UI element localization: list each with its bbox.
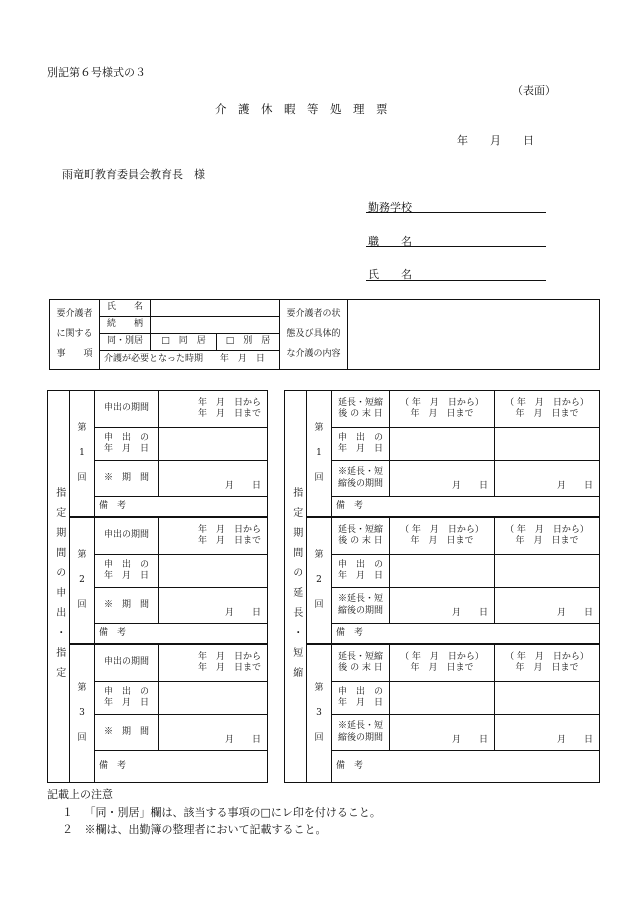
right-end-values-1b[interactable] — [495, 391, 600, 428]
right-request-date-label-1 — [332, 428, 390, 461]
right-duration-label-1b: 縮後の期間 — [337, 478, 383, 489]
right-end-label-1a: 延長・短縮 — [337, 397, 383, 408]
right-duration-label-3a: ※延長・短 — [337, 721, 383, 732]
left-remarks-label-2: 備 考 — [99, 627, 127, 638]
right-remarks-1[interactable] — [332, 497, 600, 517]
right-duration-value-2b[interactable]: 月 日 — [495, 588, 600, 624]
left-round-2-suffix: 回 — [77, 600, 87, 611]
note-item-2-num: ２ — [62, 823, 73, 836]
left-period-values-2[interactable] — [159, 518, 268, 555]
left-duration-value-1[interactable]: 月 日 — [159, 461, 268, 497]
left-round-3-suffix: 回 — [77, 733, 87, 744]
left-remarks-label-1: 備 考 — [99, 500, 127, 511]
school-underline — [366, 212, 546, 213]
name-label: 氏 名 — [368, 268, 412, 281]
right-end-from-3b: （ 年 月 日から） — [505, 651, 589, 662]
right-end-label-1b: 後 の 末 日 — [338, 409, 383, 419]
right-end-label-2a: 延長・短縮 — [337, 524, 383, 535]
right-request-date-label-3 — [332, 682, 390, 715]
right-end-from-1b: （ 年 月 日から） — [505, 397, 589, 408]
right-end-label-2 — [332, 518, 390, 555]
right-duration-label-3b: 縮後の期間 — [337, 732, 383, 743]
left-period-to-2: 年 月 日まで — [197, 536, 261, 546]
left-round-3-prefix: 第 — [77, 682, 87, 693]
left-duration-label-2: ※ 期 間 — [95, 588, 159, 624]
left-period-values-1[interactable] — [159, 391, 268, 428]
left-duration-value-3[interactable]: 月 日 — [159, 715, 268, 751]
right-remarks-3[interactable] — [332, 751, 600, 783]
left-period-label-2: 申出の期間 — [95, 518, 159, 555]
living-label: 同・別居 — [100, 334, 151, 351]
right-round-2-number: 2 — [316, 574, 322, 585]
care-target-group — [50, 300, 100, 370]
left-request-date-3a: 申 出 の — [103, 686, 149, 697]
right-end-values-1a[interactable] — [390, 391, 495, 428]
left-request-date-field-3[interactable] — [159, 682, 268, 715]
care-target-label-2: に関する — [56, 328, 93, 339]
school-label: 勤務学校 — [368, 201, 412, 214]
left-round-1-prefix: 第 — [77, 422, 87, 433]
needed-time-label: 介護が必要となった時期 — [104, 354, 204, 365]
condition-field[interactable] — [348, 300, 600, 370]
right-request-date-field-1b[interactable] — [495, 428, 600, 461]
right-round-3 — [307, 645, 332, 783]
left-remarks-3[interactable] — [95, 751, 268, 783]
left-period-to-1: 年 月 日まで — [197, 409, 261, 419]
right-vertical-title: 指定期間の延長・短縮 — [285, 391, 307, 783]
right-duration-value-3a[interactable]: 月 日 — [390, 715, 495, 751]
page-title: 介 護 休 暇 等 処 理 票 — [215, 102, 388, 116]
left-round-3-number: 3 — [79, 707, 85, 718]
care-target-table — [49, 299, 600, 370]
right-end-from-2a: （ 年 月 日から） — [400, 524, 484, 535]
note-item-2-text: ※欄は、出勤簿の整理者において記載すること。 — [84, 823, 327, 836]
right-end-values-2a[interactable] — [390, 518, 495, 555]
right-round-1-number: 1 — [316, 447, 322, 458]
right-end-to-2b: 年 月 日まで — [515, 536, 579, 546]
condition-label-2: 態及び具体的 — [286, 328, 341, 339]
left-vertical-title: 指定期間の申出・指定 — [48, 391, 70, 783]
right-end-from-2b: （ 年 月 日から） — [505, 524, 589, 535]
right-end-label-2b: 後 の 末 日 — [338, 536, 383, 546]
left-period-from-3: 年 月 日から — [197, 651, 261, 662]
post-underline — [366, 246, 546, 247]
right-round-3-suffix: 回 — [314, 733, 324, 744]
right-duration-label-1a: ※延長・短 — [337, 467, 383, 478]
right-round-3-number: 3 — [316, 707, 322, 718]
left-request-date-3b: 年 月 日 — [103, 698, 149, 708]
left-period-table — [47, 390, 268, 783]
right-request-date-field-1a[interactable] — [390, 428, 495, 461]
right-end-label-3 — [332, 645, 390, 682]
right-end-values-2b[interactable] — [495, 518, 600, 555]
right-round-1-suffix: 回 — [314, 473, 324, 484]
name-underline — [366, 280, 546, 281]
post-label: 職 名 — [368, 235, 412, 248]
right-remarks-label-3: 備 考 — [336, 760, 364, 771]
right-round-3-prefix: 第 — [314, 682, 324, 693]
left-remarks-1[interactable] — [95, 497, 268, 517]
right-request-date-field-2b[interactable] — [495, 555, 600, 588]
right-round-1-prefix: 第 — [314, 422, 324, 433]
note-item-1-num: １ — [62, 806, 73, 819]
left-request-date-1b: 年 月 日 — [103, 444, 149, 454]
relation-field[interactable] — [151, 317, 280, 334]
left-remarks-2[interactable] — [95, 624, 268, 644]
left-round-1 — [70, 391, 95, 517]
left-request-date-label-1 — [95, 428, 159, 461]
right-request-date-2a: 申 出 の — [337, 559, 383, 570]
right-round-2-suffix: 回 — [314, 600, 324, 611]
left-round-1-suffix: 回 — [77, 473, 87, 484]
left-request-date-1a: 申 出 の — [103, 432, 149, 443]
right-end-from-3a: （ 年 月 日から） — [400, 651, 484, 662]
right-request-date-2b: 年 月 日 — [337, 571, 383, 581]
right-period-table — [284, 390, 600, 783]
needed-time-value: 年 月 日 — [219, 354, 265, 365]
left-request-date-2a: 申 出 の — [103, 559, 149, 570]
living-option-apart[interactable]: □ 別 居 — [217, 334, 280, 351]
right-duration-value-3b[interactable]: 月 日 — [495, 715, 600, 751]
right-duration-label-2a: ※延長・短 — [337, 594, 383, 605]
condition-label-1: 要介護者の状 — [286, 308, 341, 319]
left-duration-label-3: ※ 期 間 — [95, 715, 159, 751]
care-target-label-3: 事 項 — [56, 349, 93, 360]
right-end-label-1 — [332, 391, 390, 428]
left-round-3 — [70, 645, 95, 783]
left-request-date-label-3 — [95, 682, 159, 715]
note-item-1 — [62, 804, 381, 820]
right-request-date-1b: 年 月 日 — [337, 444, 383, 454]
right-end-to-3a: 年 月 日まで — [410, 663, 474, 673]
right-remarks-label-2: 備 考 — [336, 627, 364, 638]
right-request-date-field-3b[interactable] — [495, 682, 600, 715]
left-request-date-label-2 — [95, 555, 159, 588]
addressee: 雨竜町教育委員会教育長 様 — [62, 168, 205, 181]
right-duration-label-1 — [332, 461, 390, 497]
right-duration-value-1b[interactable]: 月 日 — [495, 461, 600, 497]
right-duration-label-2 — [332, 588, 390, 624]
left-round-2 — [70, 518, 95, 644]
left-round-2-prefix: 第 — [77, 549, 87, 560]
care-target-label-1: 要介護者 — [56, 308, 93, 319]
right-duration-label-2b: 縮後の期間 — [337, 605, 383, 616]
note-item-1-text: 「同・別居」欄は、該当する事項の□にレ印を付けること。 — [84, 806, 381, 819]
right-request-date-field-3a[interactable] — [390, 682, 495, 715]
right-round-1 — [307, 391, 332, 517]
right-duration-label-3 — [332, 715, 390, 751]
condition-label-cell — [280, 300, 348, 370]
left-duration-label-1: ※ 期 間 — [95, 461, 159, 497]
left-duration-value-2[interactable]: 月 日 — [159, 588, 268, 624]
right-end-to-2a: 年 月 日まで — [410, 536, 474, 546]
right-end-label-3a: 延長・短縮 — [337, 651, 383, 662]
left-period-from-2: 年 月 日から — [197, 524, 261, 535]
left-remarks-label-3: 備 考 — [99, 760, 127, 771]
care-name-field[interactable] — [151, 300, 280, 317]
condition-label-3: な介護の内容 — [286, 349, 341, 360]
side-label: （表面） — [512, 84, 556, 97]
left-period-label-1: 申出の期間 — [95, 391, 159, 428]
left-request-date-field-1[interactable] — [159, 428, 268, 461]
right-request-date-label-2 — [332, 555, 390, 588]
date-line: 年 月 日 — [457, 134, 534, 147]
right-end-to-1a: 年 月 日まで — [410, 409, 474, 419]
right-end-to-3b: 年 月 日まで — [515, 663, 579, 673]
left-period-from-1: 年 月 日から — [197, 397, 261, 408]
right-end-to-1b: 年 月 日まで — [515, 409, 579, 419]
care-name-label: 氏 名 — [100, 300, 151, 317]
right-request-date-3b: 年 月 日 — [337, 698, 383, 708]
relation-label: 続 柄 — [100, 317, 151, 334]
left-period-to-3: 年 月 日まで — [197, 663, 261, 673]
right-round-2-prefix: 第 — [314, 549, 324, 560]
right-request-date-field-2a[interactable] — [390, 555, 495, 588]
notes-heading: 記載上の注意 — [47, 788, 113, 801]
right-duration-value-2a[interactable]: 月 日 — [390, 588, 495, 624]
left-request-date-2b: 年 月 日 — [103, 571, 149, 581]
note-item-2 — [62, 821, 327, 837]
living-option-together[interactable]: □ 同 居 — [151, 334, 217, 351]
right-request-date-1a: 申 出 の — [337, 432, 383, 443]
right-end-from-1a: （ 年 月 日から） — [400, 397, 484, 408]
right-duration-value-1a[interactable]: 月 日 — [390, 461, 495, 497]
left-period-label-3: 申出の期間 — [95, 645, 159, 682]
right-end-label-3b: 後 の 末 日 — [338, 663, 383, 673]
right-remarks-label-1: 備 考 — [336, 500, 364, 511]
needed-time-row — [100, 351, 280, 370]
left-period-values-3[interactable] — [159, 645, 268, 682]
right-request-date-3a: 申 出 の — [337, 686, 383, 697]
right-round-2 — [307, 518, 332, 644]
form-number: 別記第６号様式の３ — [47, 66, 146, 79]
right-end-values-3a[interactable] — [390, 645, 495, 682]
right-end-values-3b[interactable] — [495, 645, 600, 682]
left-round-2-number: 2 — [79, 574, 85, 585]
right-remarks-2[interactable] — [332, 624, 600, 644]
left-request-date-field-2[interactable] — [159, 555, 268, 588]
left-round-1-number: 1 — [79, 447, 85, 458]
